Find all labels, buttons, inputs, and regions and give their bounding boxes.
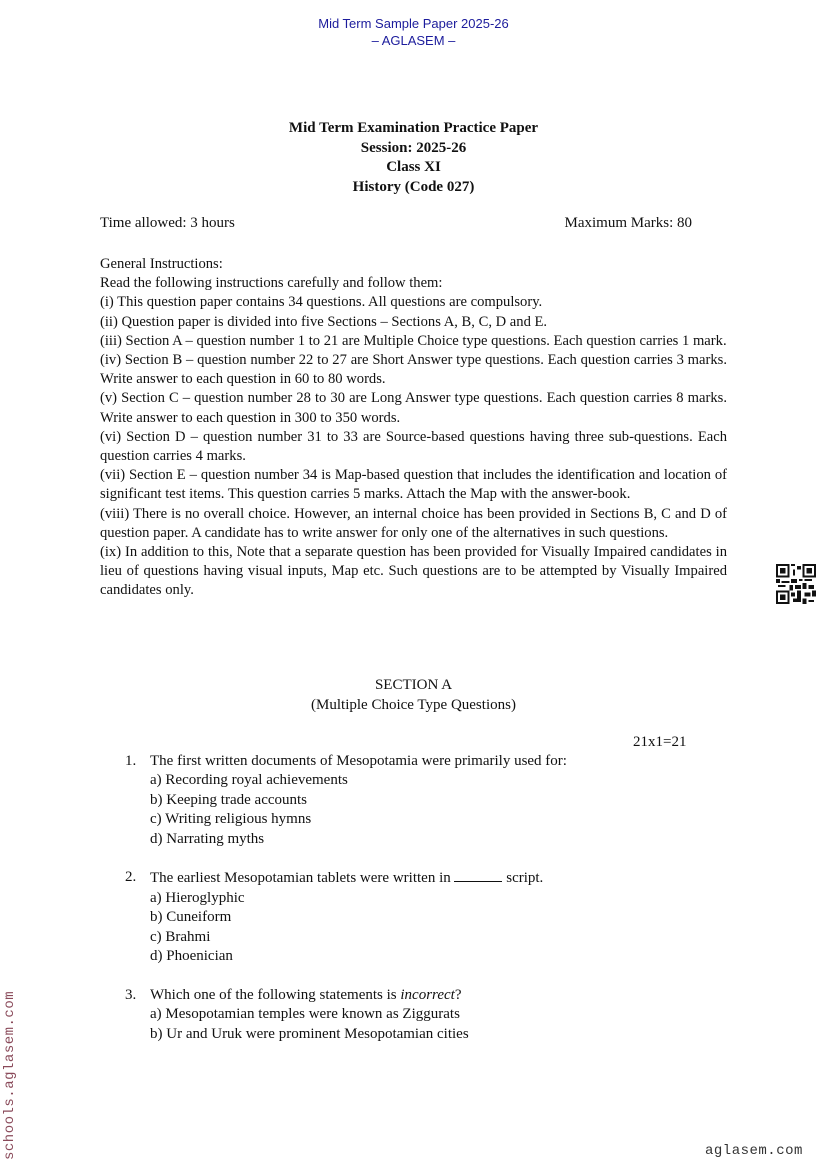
option-d: d) Narrating myths bbox=[150, 830, 265, 847]
question-text bbox=[150, 986, 461, 1005]
paper-title: Mid Term Examination Practice Paper bbox=[288, 120, 539, 136]
max-marks: Maximum Marks: 80 bbox=[564, 215, 692, 231]
option-a: a) Hieroglyphic bbox=[150, 889, 245, 906]
question-text-emphasis: incorrect bbox=[400, 986, 455, 1003]
general-instructions bbox=[100, 255, 727, 601]
question-text-after: script. bbox=[506, 870, 544, 887]
question-3 bbox=[125, 986, 725, 1044]
instruction-item: (viii) There is no overall choice. However, an internal choice has been provided in Sections B, C and D of question paper. A candidate has to write answer for only one of the alternatives in such questions. bbox=[100, 505, 727, 541]
option-d: d) Phoenician bbox=[150, 948, 233, 965]
fill-in-blank bbox=[454, 868, 502, 882]
class-label: Class XI bbox=[386, 159, 441, 175]
question-list bbox=[125, 752, 725, 1063]
option-a: a) Mesopotamian temples were known as Ziggurats bbox=[150, 1006, 460, 1023]
time-allowed: Time allowed: 3 hours bbox=[100, 215, 235, 231]
section-subtitle: (Multiple Choice Type Questions) bbox=[311, 696, 516, 713]
question-text: The first written documents of Mesopotamia were primarily used for: bbox=[150, 753, 567, 769]
question-text-after: ? bbox=[454, 986, 462, 1003]
instruction-item: (vi) Section D – question number 31 to 33 are Source-based questions having three sub-questions. Each question carries 4 marks. bbox=[100, 428, 727, 465]
header-watermark bbox=[0, 15, 827, 49]
question-1 bbox=[125, 752, 725, 849]
instruction-item: (ix) In addition to this, Note that a separate question has been provided for Visually Impaired candidates in lieu of questions having visual inputs, Map etc. Such questions are to be attempted by Visually Impaired candidates only. bbox=[100, 544, 727, 599]
option-b: b) Cuneiform bbox=[150, 909, 232, 926]
instruction-item: (vii) Section E – question number 34 is Map-based question that includes the identification and location of significant test items. This question carries 5 marks. Attach the Map with the answer-book. bbox=[100, 467, 727, 503]
question-text-before: The earliest Mesopotamian tablets were written in bbox=[150, 870, 451, 887]
instruction-item: (iii) Section A – question number 1 to 21 are Multiple Choice type questions. Each question carries 1 mark. bbox=[100, 332, 727, 349]
instructions-heading: General Instructions: bbox=[100, 256, 223, 272]
question-number: 2. bbox=[125, 869, 137, 886]
instructions-intro: Read the following instructions carefully and follow them: bbox=[100, 275, 443, 292]
side-watermark: schools.aglasem.com bbox=[2, 990, 18, 1160]
paper-meta bbox=[100, 215, 692, 232]
header-watermark-title: Mid Term Sample Paper 2025-26 bbox=[318, 16, 509, 31]
question-text bbox=[150, 868, 543, 888]
option-c: c) Writing religious hymns bbox=[150, 811, 312, 828]
instruction-item: (v) Section C – question number 28 to 30 are Long Answer type questions. Each question carries 8 marks. Write answer to each question in 300 to 350 words. bbox=[100, 390, 727, 426]
section-marks: 21x1=21 bbox=[633, 734, 687, 750]
section-title: SECTION A bbox=[374, 677, 453, 693]
qr-code-icon[interactable] bbox=[776, 564, 816, 604]
question-2 bbox=[125, 868, 725, 966]
option-a: a) Recording royal achievements bbox=[150, 772, 348, 789]
question-text-before: Which one of the following statements is bbox=[150, 986, 397, 1003]
option-c: c) Brahmi bbox=[150, 928, 211, 945]
instruction-item: (ii) Question paper is divided into five Sections – Sections A, B, C, D and E. bbox=[100, 313, 548, 330]
footer-watermark: aglasem.com bbox=[705, 1143, 803, 1159]
header-watermark-brand: – AGLASEM – bbox=[371, 33, 456, 48]
subject-label: History (Code 027) bbox=[352, 178, 475, 195]
option-b: b) Ur and Uruk were prominent Mesopotamian cities bbox=[150, 1025, 469, 1042]
session: Session: 2025-26 bbox=[360, 139, 467, 156]
instruction-item: (iv) Section B – question number 22 to 27 are Short Answer type questions. Each question carries 3 marks. Write answer to each question in 60 to 80 words. bbox=[100, 352, 727, 388]
question-number: 3. bbox=[125, 986, 137, 1003]
question-number: 1. bbox=[125, 753, 137, 769]
section-a-header bbox=[0, 676, 827, 715]
option-b: b) Keeping trade accounts bbox=[150, 791, 308, 808]
instruction-item: (i) This question paper contains 34 questions. All questions are compulsory. bbox=[100, 294, 543, 311]
paper-title-block bbox=[0, 119, 827, 197]
